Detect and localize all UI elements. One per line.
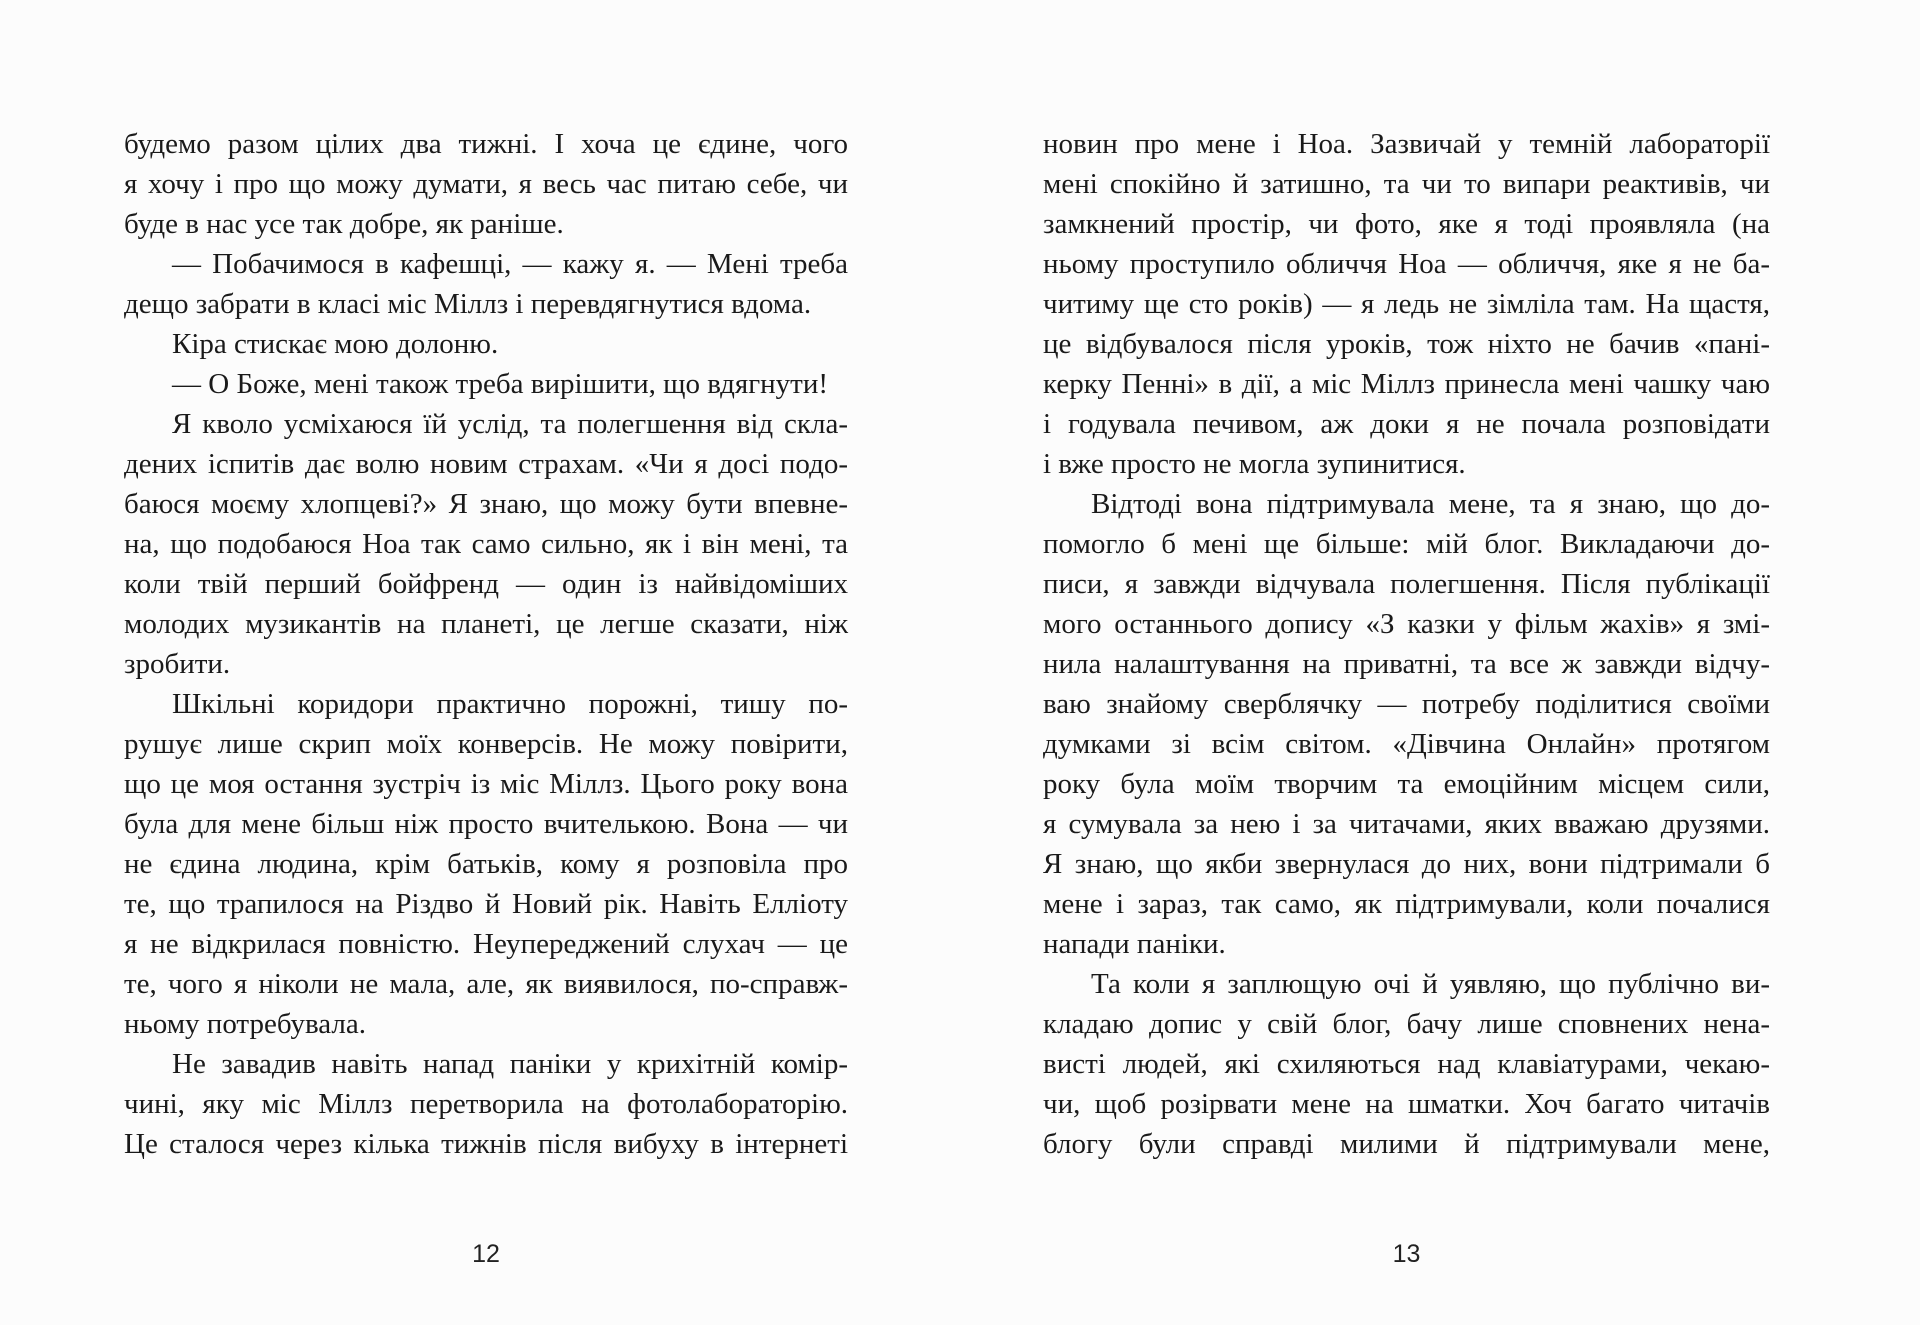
text-line: Кіра стискає мою долоню. — [172, 328, 499, 360]
text-line: висті людей, які схиляються над клавіатурами, чекаю- — [1043, 1048, 1770, 1080]
text-line: баюся моєму хлопцеві?» Я знаю, що можу бути впевне- — [124, 488, 848, 520]
text-line: ньому потребувала. — [124, 1008, 367, 1040]
page-left — [124, 0, 848, 1325]
page-number: 12 — [472, 1240, 500, 1268]
text-line: дещо забрати в класі міс Міллз і перевдягнутися вдома. — [124, 288, 812, 320]
text-line: я хочу і про що можу думати, я весь час питаю себе, чи — [124, 168, 848, 200]
text-line: зробити. — [124, 648, 231, 680]
text-line: що це моя остання зустріч із міс Міллз. Цього року вона — [124, 768, 848, 800]
text-line: напади паніки. — [1043, 928, 1226, 960]
text-line: на, що подобаюся Ноа так само сильно, як і він мені, та — [124, 528, 848, 560]
text-line: замкнений простір, чи фото, яке я тоді проявляла (на — [1043, 208, 1770, 240]
text-line: ваю знайому сверблячку — потребу поділитися своїми — [1043, 688, 1770, 720]
text-line: Це сталося через кілька тижнів після вибуху в інтернеті — [124, 1128, 848, 1160]
page-number: 13 — [1392, 1240, 1421, 1268]
text-line: ньому проступило обличчя Ноа — обличчя, яке я не ба- — [1043, 248, 1770, 280]
text-line: читиму ще сто років) — я ледь не зімліла там. На щастя, — [1043, 288, 1770, 320]
text-line: керку Пенні» в дії, а міс Міллз принесла мені чашку чаю — [1043, 368, 1770, 400]
text-line: — О Боже, мені також треба вирішити, що вдягнути! — [172, 368, 829, 400]
text-line: не єдина людина, крім батьків, кому я розповіла про — [124, 848, 848, 880]
text-line: новин про мене і Ноа. Зазвичай у темній лабораторії — [1043, 128, 1770, 160]
text-line: мені спокійно й затишно, та чи то випари реактивів, чи — [1043, 168, 1770, 200]
text-line: буде в нас усе так добре, як раніше. — [124, 208, 564, 240]
text-line: дених іспитів дає волю новим страхам. «Чи я досі подо- — [124, 448, 848, 480]
text-line: і вже просто не могла зупинитися. — [1043, 448, 1466, 480]
text-line: чині, яку міс Міллз перетворила на фотолабораторію. — [124, 1088, 848, 1120]
text-line: помогло б мені ще більше: мій блог. Викладаючи до- — [1043, 528, 1770, 560]
text-line: нила налаштування на приватні, та все ж завжди відчу- — [1043, 648, 1770, 680]
text-line: блогу були справді милими й підтримували мене, — [1043, 1128, 1770, 1160]
text-line: кладаю допис у свій блог, бачу лише сповнених нена- — [1043, 1008, 1770, 1040]
text-line: я не відкрилася повністю. Неупереджений слухач — це — [124, 928, 848, 960]
text-line: я сумувала за нею і за читачами, яких вважаю друзями. — [1043, 808, 1770, 840]
text-line: молодих музикантів на планеті, це легше сказати, ніж — [124, 608, 848, 640]
text-line: Не завадив навіть напад паніки у крихітній комір- — [172, 1048, 848, 1080]
text-line: і годувала печивом, аж доки я не почала розповідати — [1043, 408, 1770, 440]
text-line: те, що трапилося на Різдво й Новий рік. Навіть Елліоту — [124, 888, 848, 920]
text-line: мене і зараз, так само, як підтримували, коли почалися — [1043, 888, 1770, 920]
text-line: рушує лише скрип моїх конверсів. Не можу повірити, — [124, 728, 848, 760]
text-line: писи, я завжди відчувала полегшення. Після публікації — [1043, 568, 1770, 600]
text-line: року була моїм творчим та емоційним місцем сили, — [1043, 768, 1770, 800]
text-line: чи, щоб розірвати мене на шматки. Хоч багато читачів — [1043, 1088, 1770, 1120]
page-text — [124, 0, 848, 1164]
text-line: була для мене більш ніж просто вчителькою. Вона — чи — [124, 808, 848, 840]
page-right — [1043, 0, 1770, 1325]
text-line: Я знаю, що якби звернулася до них, вони підтримали б — [1043, 848, 1770, 880]
text-line: коли твій перший бойфренд — один із найвідоміших — [124, 568, 848, 600]
text-line: Та коли я заплющую очі й уявляю, що публічно ви- — [1091, 968, 1770, 1000]
text-line: Відтоді вона підтримувала мене, та я знаю, що до- — [1091, 488, 1770, 520]
text-line: — Побачимося в кафешці, — кажу я. — Мені треба — [172, 248, 848, 280]
text-line: те, чого я ніколи не мала, але, як виявилося, по-справж- — [124, 968, 848, 1000]
text-line: це відбувалося після уроків, тож ніхто не бачив «пані- — [1043, 328, 1770, 360]
text-line: мого останнього допису «З казки у фільм жахів» я змі- — [1043, 608, 1770, 640]
text-line: Я кволо усміхаюся їй услід, та полегшення від скла- — [172, 408, 848, 440]
text-line: думками зі всім світом. «Дівчина Онлайн» протягом — [1043, 728, 1770, 760]
text-line: Шкільні коридори практично порожні, тишу по- — [172, 688, 848, 720]
text-line: будемо разом цілих два тижні. І хоча це єдине, чого — [124, 128, 848, 160]
page-text — [1043, 0, 1770, 1164]
